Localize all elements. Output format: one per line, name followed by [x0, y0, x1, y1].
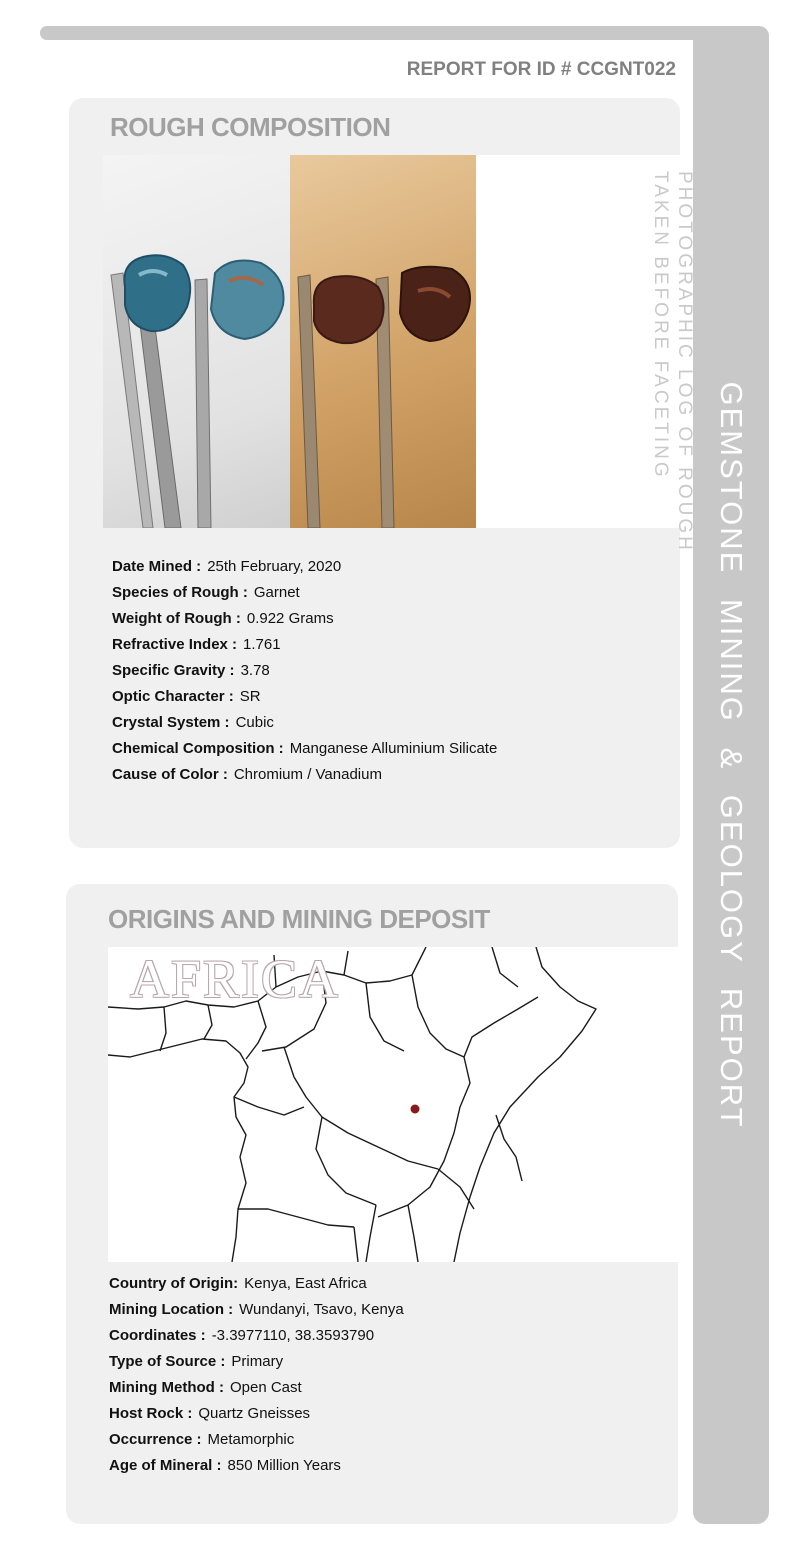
detail-row-weight — [112, 606, 497, 632]
detail-value: Metamorphic — [207, 1431, 295, 1448]
detail-row-specific-gravity — [112, 658, 497, 684]
detail-row-country — [109, 1271, 404, 1297]
detail-value: -3.3977110, 38.3593790 — [211, 1327, 375, 1344]
detail-value: Wundanyi, Tsavo, Kenya — [239, 1301, 404, 1318]
rough-photo-incandescent — [290, 155, 476, 528]
detail-label: Chemical Composition : — [112, 740, 284, 757]
detail-row-occurrence — [109, 1427, 404, 1453]
detail-row-age — [109, 1453, 404, 1479]
incandescent-gems-illustration — [290, 155, 476, 528]
origins-panel — [66, 884, 678, 1524]
mining-location-marker — [411, 1105, 420, 1114]
detail-value: Open Cast — [229, 1379, 302, 1396]
top-frame-bar — [40, 26, 740, 40]
side-report-title: GEMSTONE MINING & GEOLOGY REPORT — [714, 381, 749, 1129]
daylight-gems-illustration — [103, 155, 290, 528]
detail-row-source-type — [109, 1349, 404, 1375]
detail-label: Coordinates : — [109, 1327, 206, 1344]
detail-value: 25th February, 2020 — [207, 558, 342, 575]
rough-details-list — [112, 554, 497, 788]
detail-value: SR — [239, 688, 261, 705]
detail-row-chemical-composition — [112, 736, 497, 762]
detail-value: 850 Million Years — [227, 1457, 341, 1474]
detail-value: 3.78 — [240, 662, 270, 679]
detail-label: Date Mined : — [112, 558, 202, 575]
detail-row-coordinates — [109, 1323, 404, 1349]
detail-value: Manganese Alluminium Silicate — [289, 740, 498, 757]
detail-value: Quartz Gneisses — [198, 1405, 311, 1422]
detail-row-crystal-system — [112, 710, 497, 736]
rough-photo-daylight — [103, 155, 290, 528]
detail-row-species — [112, 580, 497, 606]
detail-label: Occurrence : — [109, 1431, 202, 1448]
origins-title: ORIGINS AND MINING DEPOSIT — [108, 904, 490, 934]
detail-row-refractive-index — [112, 632, 497, 658]
rough-photo-log — [103, 155, 695, 553]
detail-row-mining-location — [109, 1297, 404, 1323]
detail-label: Age of Mineral : — [109, 1457, 222, 1474]
detail-value: Primary — [231, 1353, 284, 1370]
map-label-africa: AFRICA — [130, 949, 341, 1009]
detail-row-date-mined — [112, 554, 497, 580]
detail-label: Mining Method : — [109, 1379, 224, 1396]
detail-label: Cause of Color : — [112, 766, 228, 783]
detail-label: Refractive Index : — [112, 636, 238, 653]
detail-label: Species of Rough : — [112, 584, 248, 601]
detail-row-host-rock — [109, 1401, 404, 1427]
photo-caption-line-1: PHOTOGRAPHIC LOG OF ROUGH — [674, 171, 695, 553]
africa-map — [108, 947, 678, 1262]
detail-label: Type of Source : — [109, 1353, 226, 1370]
detail-value: 0.922 Grams — [246, 610, 334, 627]
rough-composition-panel — [69, 98, 695, 848]
detail-value: Cubic — [235, 714, 274, 731]
origins-details-list — [109, 1271, 404, 1479]
rough-composition-title: ROUGH COMPOSITION — [110, 112, 391, 142]
detail-label: Weight of Rough : — [112, 610, 241, 627]
detail-label: Mining Location : — [109, 1301, 234, 1318]
photo-caption — [635, 171, 715, 553]
detail-row-optic-character — [112, 684, 497, 710]
detail-row-cause-of-color — [112, 762, 497, 788]
detail-label: Country of Origin: — [109, 1275, 239, 1292]
detail-label: Crystal System : — [112, 714, 230, 731]
detail-label: Specific Gravity : — [112, 662, 235, 679]
detail-value: 1.761 — [243, 636, 281, 653]
detail-row-mining-method — [109, 1375, 404, 1401]
detail-value: Kenya, East Africa — [244, 1275, 367, 1292]
detail-label: Optic Character : — [112, 688, 234, 705]
detail-label: Host Rock : — [109, 1405, 193, 1422]
report-id: REPORT FOR ID # CCGNT022 — [406, 59, 676, 80]
detail-value: Chromium / Vanadium — [233, 766, 382, 783]
photo-caption-line-2: TAKEN BEFORE FACETING — [650, 171, 671, 480]
detail-value: Garnet — [253, 584, 300, 601]
